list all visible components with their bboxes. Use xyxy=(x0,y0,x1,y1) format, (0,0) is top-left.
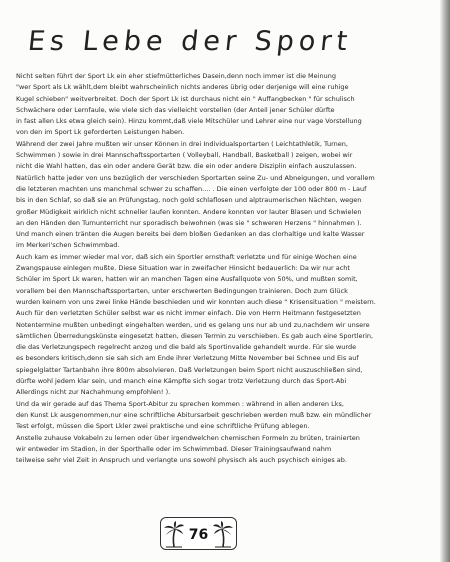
text-line: vorallem bei den Mannschaftssportarten, unter erschwerten Bedingungen trainieren. Doch zum Glück xyxy=(16,286,348,295)
book-spine-shadow xyxy=(440,0,450,562)
text-line: sämtlichen Überredungskünste eingesetzt hatten, diesen Termin zu verschieben. Es gab auch eine Sportlerin, xyxy=(16,331,374,340)
page-title: Es Lebe der Sport xyxy=(26,26,354,57)
text-line: Kugel schieben" weitverbreitet. Doch der Sport Lk ist durchaus nicht ein " Auffangbecken " für schulisch xyxy=(16,94,355,103)
text-line: Zwangspause einlegen mußte. Diese Situation war in zweifacher Hinsicht bedauerlich: Da wir nur acht xyxy=(16,264,350,273)
palm-tree-icon xyxy=(212,520,234,548)
text-line: Auch kam es immer wieder mal vor, daß sich ein Sportler ernsthaft verletzte und für einige Wochen eine xyxy=(16,252,357,261)
text-line: Während der zwei Jahre mußten wir unser Können in drei Individualsportarten ( Leichtathletik, Turnen, xyxy=(16,139,348,148)
text-line: die das Verletzungspech regelrecht anzog und die bald als Sportinvalide gehandelt wurde. Für sie wurde xyxy=(16,343,357,352)
text-line: Schwimmen ) sowie in drei Mannschaftssportarten ( Volleyball, Handball, Basketball ) zeigen, wobei wir xyxy=(16,151,353,160)
article-body xyxy=(16,71,438,466)
text-line: "wer Sport als Lk wählt,dem bleibt wahrscheinlich nichts anderes übrig oder derjenige will eine ruhige xyxy=(16,83,349,92)
text-line: Nicht selten führt der Sport Lk ein eher stiefmütterliches Dasein,denn noch immer ist die Meinung xyxy=(16,72,336,80)
text-line: Schüler im Sport Lk waren, hatten wir an manchen Tagen eine Ausfallquote von 50%, und mußten somit, xyxy=(16,275,358,284)
text-line: von den im Sport Lk geforderten Leistungen haben. xyxy=(16,128,185,137)
text-line: Test erfolgt, müssen die Sport Lkler zwei praktische und eine schriftliche Prüfung ablegen. xyxy=(16,422,310,431)
text-line: in fast allen Lks etwa gleich sein). Hinzu kommt,daß viele Mitschüler und Lehrer eine nur vage Vorstellung xyxy=(16,117,362,126)
text-line: dürfte wohl jedem klar sein, und manch eine Kämpfte sich sogar trotz Verletzung durch das Sport-Abi xyxy=(16,377,347,386)
text-line: Und manch einen tränten die Augen bereits bei dem bloßen Gedanken an das clorhaltige und kalte Wasser xyxy=(16,230,365,239)
text-line: teilweise sehr viel Zeit in Anspruch und verlangte uns sowohl physisch als auch psychisch einiges ab. xyxy=(16,456,347,465)
text-line: Anstelle zuhause Vokabeln zu lernen oder über irgendwelchen chemischen Formeln zu brüten, trainierten xyxy=(16,433,360,442)
text-line: Allerdings nicht zur Nachahmung empfohlen! ). xyxy=(16,388,171,397)
text-line: nicht die Wahl hatten, das ein oder andere Gerät bzw. die ein oder andere Disziplin einfach auszulassen. xyxy=(16,162,357,171)
text-line: den Kunst Lk ausgenommen,nur eine schriftliche Abitursarbeit geschrieben werden muß bzw. ein mündlicher xyxy=(16,410,372,419)
text-line: die letzteren machten uns manchmal schwer zu schaffen.... . Die einen verfolgte der 100 oder 800 m - Lauf xyxy=(16,184,367,193)
text-line: wurden keinem von uns zwei linke Hände beschieden und wir konnten auch diese " Krisensituation " meistern. xyxy=(16,297,376,306)
text-line: wir entweder im Stadion, in der Sporthalle oder im Schwimmbad. Dieser Trainingsaufwand nahm xyxy=(16,444,332,453)
text-line: Und da wir gerade auf das Thema Sport-Abitur zu sprechen kommen : während in allen anderen Lks, xyxy=(16,399,344,408)
text-line: Auch für den verletzten Schüler selbst war es nicht immer einfach. Die von Herrn Heitmann festgesetzten xyxy=(16,309,361,318)
page-number: 76 xyxy=(188,527,209,543)
text-line: Schwächere oder Lernfaule, wie viele sich das vielleicht vorstellen (der Anteil jener Schüler dürfte xyxy=(16,105,335,114)
text-line: großer Müdigkeit wirklich nicht schneller laufen konnten. Andere konnten vor lauter Blasen und Schwielen xyxy=(16,207,362,216)
text-line: Notentermine mußten unbedingt eingehalten werden, und es gelang uns nur ab und zu,nachdem wir unsere xyxy=(16,320,370,329)
text-line: im Merkeri'schen Schwimmbad. xyxy=(16,241,120,250)
text-line: es besonders kritisch,denn sie sah sich am Ende ihrer Verletzung Mitte November bei Schnee und Eis auf xyxy=(16,354,359,363)
text-line: an den Händen den Turnunterricht nur sporadisch beiwohnen (was sie " schweren Herzens " hinnahmen ). xyxy=(16,218,362,227)
page-number-badge xyxy=(160,517,237,550)
text-line: spiegelglatter Tartanbahn ihre 800m absolvieren. Daß Verletzungen beim Sport nicht auszuschließen sind, xyxy=(16,365,363,374)
text-line: bis in den Schlaf, so daß sie an Prüfungstag, noch gold schlaflosen und alptraumerischen Nächten, wegen xyxy=(16,196,362,205)
text-line: Natürlich hatte jeder von uns bezüglich der verschieden Sportarten seine Zu- und Abneigungen, und vorallem xyxy=(16,173,375,182)
